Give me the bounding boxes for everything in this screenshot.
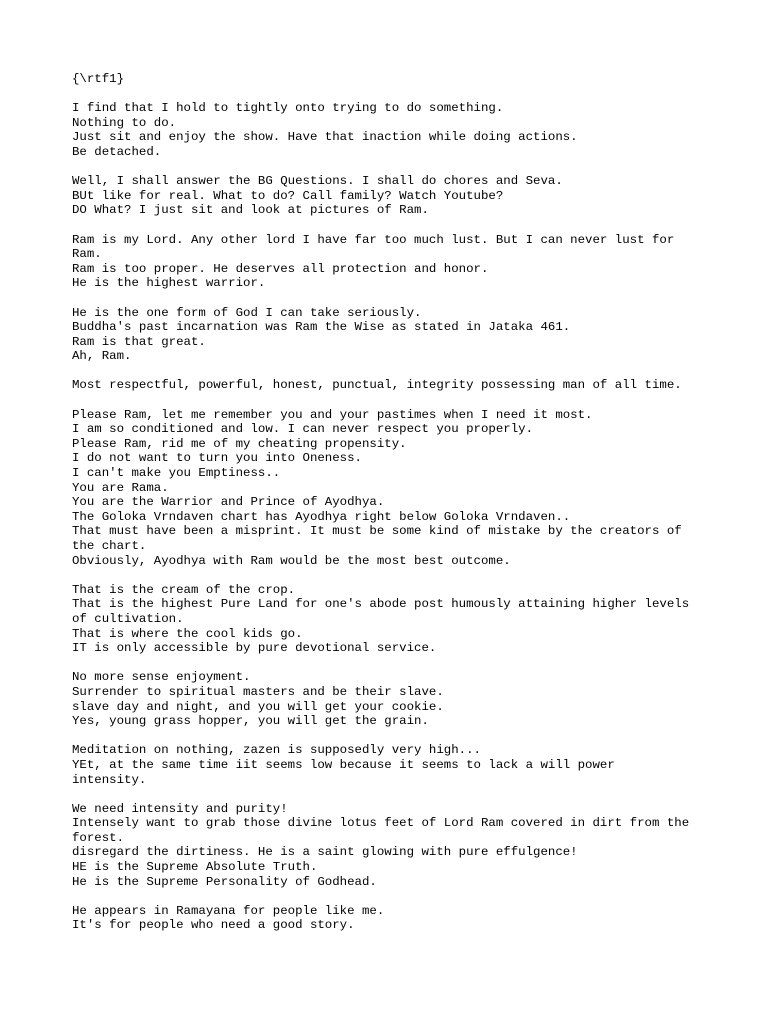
document-body (72, 101, 712, 933)
text-line: That is the cream of the crop. (72, 582, 296, 597)
text-line: I do not want to turn you into Oneness. (72, 451, 362, 466)
paragraph (72, 802, 712, 890)
text-line: He is the Supreme Personality of Godhead. (72, 874, 377, 889)
text-line: disregard the dirtiness. He is a saint glowing with pure effulgence! (72, 845, 578, 860)
paragraph (72, 583, 712, 656)
paragraph (72, 743, 712, 787)
text-line: I can't make you Emptiness.. (72, 466, 281, 481)
text-line: Most respectful, powerful, honest, punctual, integrity possessing man of all time. (72, 378, 682, 393)
text-line: Ram is that great. (72, 334, 206, 349)
text-line: intensity. (72, 772, 147, 787)
text-line: That is where the cool kids go. (72, 626, 303, 641)
text-line: of cultivation. (72, 611, 184, 626)
text-line: Ram. (72, 247, 102, 262)
text-line: Please Ram, let me remember you and your pastimes when I need it most. (72, 407, 593, 422)
text-line: BUt like for real. What to do? Call family? Watch Youtube? (72, 188, 504, 203)
text-line: Nothing to do. (72, 115, 177, 130)
text-line: Yes, young grass hopper, you will get the grain. (72, 714, 429, 729)
text-line: IT is only accessible by pure devotional service. (72, 641, 437, 656)
text-line: the chart. (72, 539, 147, 553)
paragraph (72, 904, 712, 933)
text-line: DO What? I just sit and look at pictures of Ram. (72, 203, 429, 218)
text-line: It's for people who need a good story. (72, 918, 355, 933)
text-line: You are Rama. (72, 480, 169, 495)
paragraph (72, 174, 712, 218)
document-page (72, 72, 712, 948)
text-line: Buddha's past incarnation was Ram the Wise as stated in Jataka 461. (72, 320, 571, 335)
text-line: YEt, at the same time iit seems low because it seems to lack a will power (72, 757, 615, 772)
paragraph (72, 378, 712, 393)
text-line: Ah, Ram. (72, 349, 132, 364)
paragraph (72, 408, 712, 569)
text-line: Well, I shall answer the BG Questions. I shall do chores and Seva. (72, 174, 563, 189)
text-line: Ram is too proper. He deserves all protection and honor. (72, 261, 489, 276)
text-line: Meditation on nothing, zazen is supposedly very high... (72, 743, 481, 758)
text-line: Surrender to spiritual masters and be their slave. (72, 684, 444, 699)
rtf-header: {\rtf1} (72, 72, 125, 86)
text-line: Be detached. (72, 144, 162, 159)
paragraph (72, 233, 712, 291)
paragraph (72, 306, 712, 364)
text-line: He is the highest warrior. (72, 276, 266, 291)
text-line: forest. (72, 830, 125, 845)
paragraph (72, 101, 712, 159)
text-line: Just sit and enjoy the show. Have that inaction while doing actions. (72, 130, 578, 145)
text-line: He is the one form of God I can take seriously. (72, 305, 422, 320)
text-line: We need intensity and purity! (72, 801, 288, 816)
text-line: I find that I hold to tightly onto trying to do something. (72, 101, 504, 116)
text-line: He appears in Ramayana for people like me. (72, 903, 385, 918)
text-line: That must have been a misprint. It must be some kind of mistake by the creators of (72, 524, 682, 539)
text-line: HE is the Supreme Absolute Truth. (72, 860, 318, 875)
text-line: No more sense enjoyment. (72, 670, 251, 685)
text-line: Obviously, Ayodhya with Ram would be the most best outcome. (72, 553, 511, 568)
text-line: Intensely want to grab those divine lotus feet of Lord Ram covered in dirt from the (72, 816, 690, 831)
text-line: Ram is my Lord. Any other lord I have far too much lust. But I can never lust for (72, 232, 675, 247)
text-line: You are the Warrior and Prince of Ayodhya. (72, 495, 385, 510)
text-line: I am so conditioned and low. I can never respect you properly. (72, 422, 534, 437)
text-line: The Goloka Vrndaven chart has Ayodhya right below Goloka Vrndaven.. (72, 509, 571, 524)
text-line: That is the highest Pure Land for one's abode post humously attaining higher levels (72, 597, 690, 612)
text-line: slave day and night, and you will get your cookie. (72, 699, 444, 714)
text-line: Please Ram, rid me of my cheating propensity. (72, 436, 407, 451)
paragraph (72, 670, 712, 728)
